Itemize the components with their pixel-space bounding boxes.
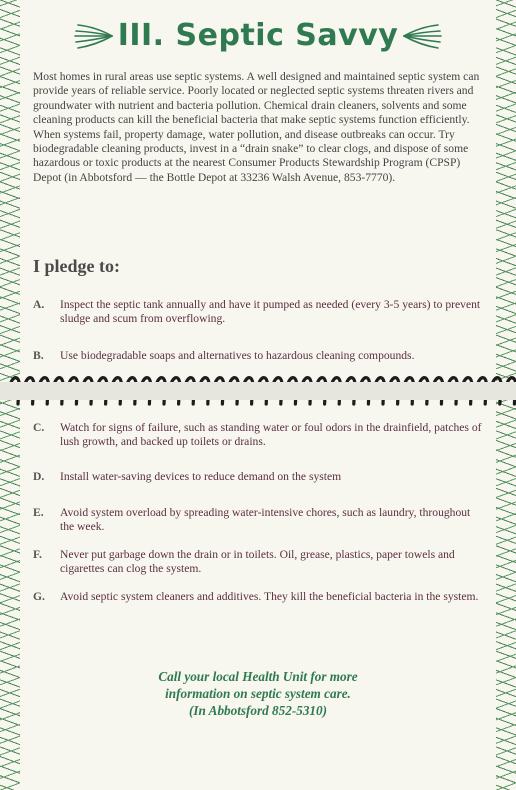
grass-sprig-right-icon	[402, 23, 442, 49]
item-letter: C.	[33, 421, 45, 434]
footer-line-2: information on septic system care.	[165, 686, 351, 701]
spiral-binding	[0, 368, 516, 416]
footer-line-3: (In Abbotsford 852-5310)	[189, 703, 327, 718]
item-letter: B.	[33, 349, 44, 362]
item-text: Avoid system overload by spreading water-intensive chores, such as laundry, throughout the week.	[60, 506, 471, 534]
item-letter: F.	[33, 548, 42, 561]
item-text: Use biodegradable soaps and alternatives to hazardous cleaning compounds.	[60, 349, 415, 362]
page-title: III. Septic Savvy	[117, 18, 399, 53]
item-letter: G.	[33, 590, 45, 603]
binding-band	[0, 382, 516, 400]
grass-sprig-left-icon	[74, 23, 114, 49]
item-letter: A.	[33, 298, 45, 311]
item-text: Watch for signs of failure, such as standing water or foul odors in the drainfield, patches of lush growth, and backed up toilets or drains.	[60, 421, 482, 449]
item-text: Avoid septic system cleaners and additives. They kill the beneficial bacteria in the system.	[60, 590, 479, 603]
item-letter: E.	[33, 506, 44, 519]
item-text: Never put garbage down the drain or in toilets. Oil, grease, plastics, paper towels and cigarettes can clog the system.	[60, 548, 455, 576]
item-text: Inspect the septic tank annually and have it pumped as needed (every 3-5 years) to prevent sludge and scum from overflowing.	[60, 298, 481, 326]
title-block	[0, 18, 516, 53]
item-text: Install water-saving devices to reduce demand on the system	[60, 470, 342, 483]
item-letter: D.	[33, 470, 45, 483]
footer-callout	[0, 668, 516, 719]
footer-line-1: Call your local Health Unit for more	[158, 669, 358, 684]
pledge-heading: I pledge to:	[33, 256, 120, 276]
intro-paragraph: Most homes in rural areas use septic systems. A well designed and maintained septic system can provide years of reliable service. Poorly located or neglected septic systems threaten rivers and groundwater with nutrient and bacteria pollution. Chemical drain cleaners, solvents and some cleaning products can kill the beneficial bacteria that make septic systems function efficiently. When systems fail, property damage, water pollution, and disease outbreaks can occur. Try biodegradable cleaning products, invest in a “drain snake” to clear clogs, and dispose of some hazardous or toxic products at the nearest Consumer Products Stewardship Program (CPSP) Depot (in Abbotsford — the Bottle Depot at 33236 Walsh Avenue, 853-7770).	[33, 70, 480, 184]
